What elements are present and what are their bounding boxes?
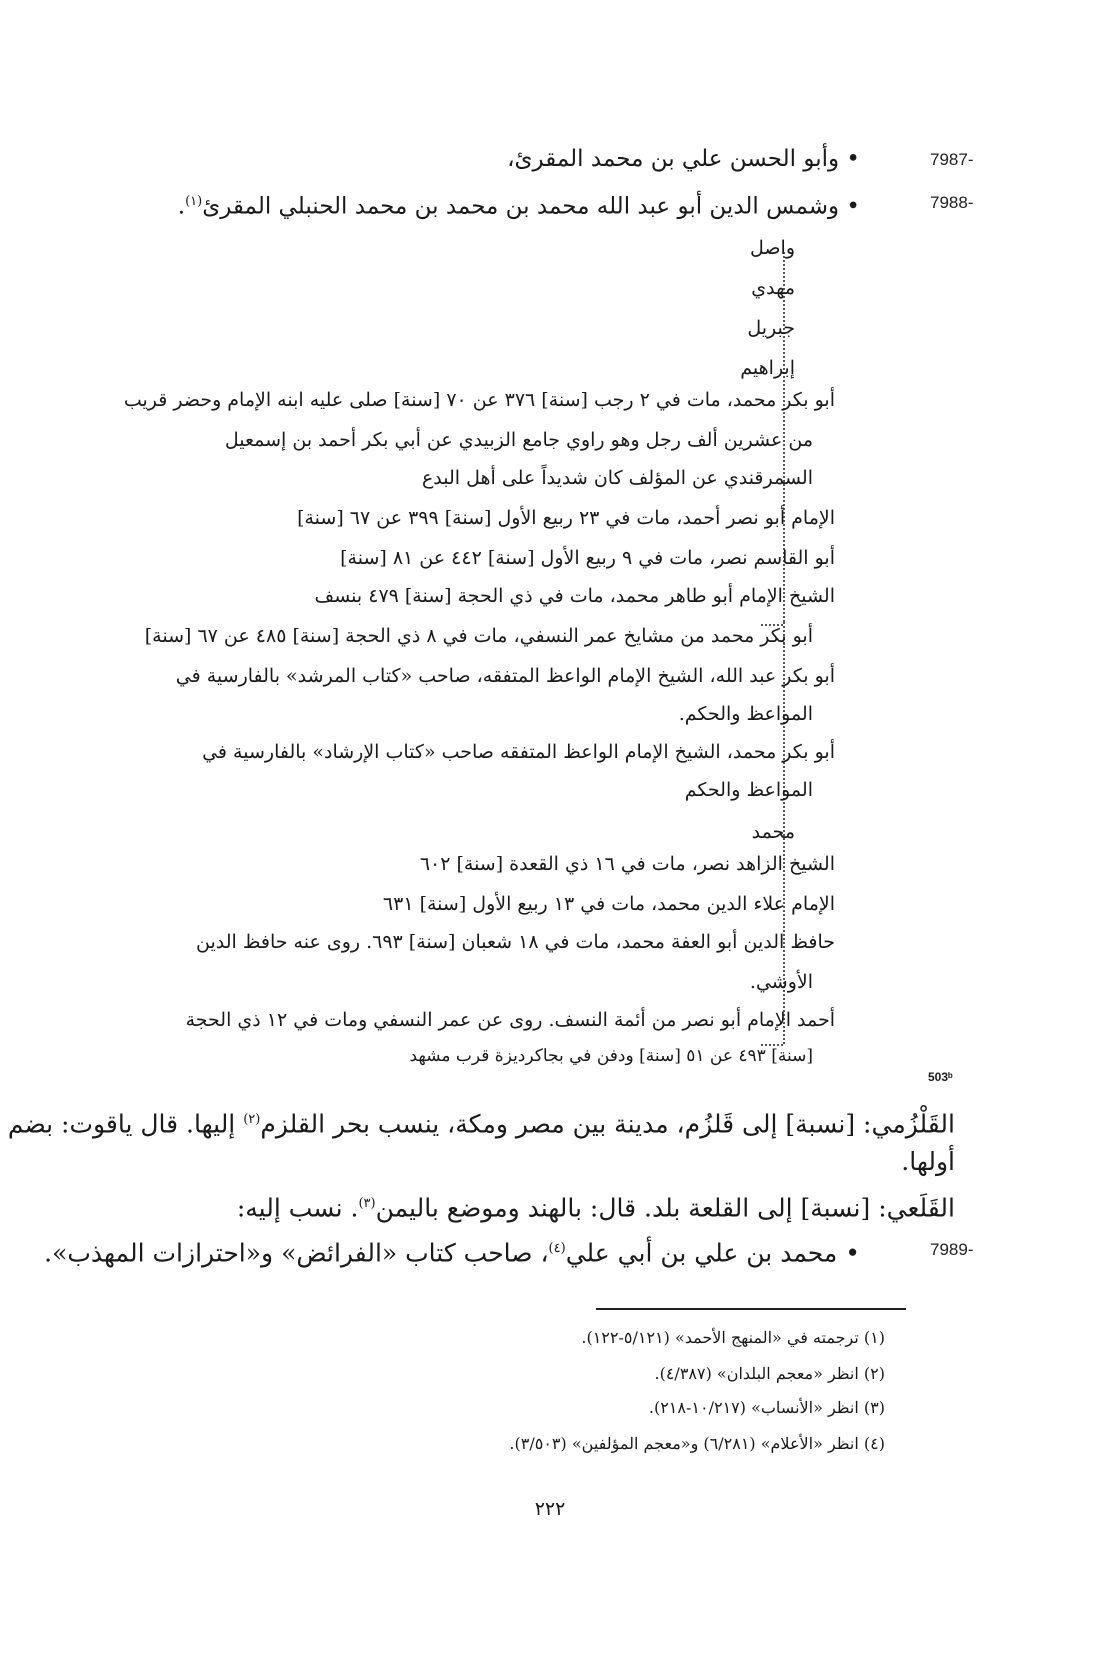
tree-node-continued: المواعظ والحكم.: [678, 703, 813, 725]
footnote: (١) ترجمته في «المنهج الأحمد» (٥/١٢١-١٢٢).: [581, 1328, 885, 1347]
entry-number: 7988-: [930, 193, 974, 212]
tree-node-continued: من عشرين ألف رجل وهو راوي جامع الزبيدي عن أبي بكر أحمد بن إسمعيل: [224, 429, 813, 451]
entry-text: • وشمس الدين أبو عبد الله محمد بن محمد بن محمد الحنبلي المقرئ$^{(١)}$.: [177, 193, 860, 220]
tree-node-continued: المواعظ والحكم: [684, 779, 813, 801]
tree-node-continued: السمرقندي عن المؤلف كان شديداً على أهل البدع: [421, 467, 813, 489]
paragraph: القَلَعي: [نسبة] إلى القلعة بلد. قال: بالهند وموضع باليمن$^{(٣)}$. نسب إليه:: [236, 1193, 955, 1223]
paragraph: القَلْزُمي: [نسبة] إلى قَلزُم، مدينة بين مصر ومكة، ينسب بحر القلزم$^{(٢)}$ إليها. قال ياقوت: بضم: [7, 1109, 955, 1139]
genealogy-tree: [95, 228, 835, 1118]
footnote-divider: [596, 1308, 906, 1310]
entry-number: 7989-: [930, 1240, 974, 1259]
tree-node: الإمام علاء الدين محمد، مات في ١٣ ربيع الأول [سنة] ٦٣١: [382, 893, 835, 915]
tree-node-continued: [سنة] ٤٩٣ عن ٥١ [سنة] ودفن في بجاكرديزة قرب مشهد: [409, 1046, 813, 1066]
entry-text: • وأبو الحسن علي بن محمد المقرئ،: [507, 146, 860, 172]
tree-node-continued: الأوشي.: [749, 971, 813, 993]
entry-text: • محمد بن علي بن أبي علي$^{(٤)}$، صاحب كتاب «الفرائض» و«احترازات المهذب».: [44, 1238, 860, 1268]
tree-node: جبريل: [747, 317, 795, 339]
tree-node: إبراهيم: [740, 357, 795, 379]
footnote: (٤) انظر «الأعلام» (٦/٢٨١) و«معجم المؤلفين» (٣/٥٠٣).: [509, 1434, 885, 1453]
tree-node: واصل: [750, 237, 795, 259]
footnote-ref: (٣): [358, 1196, 376, 1211]
footnote: (٢) انظر «معجم البلدان» (٤/٣٨٧).: [654, 1364, 885, 1383]
page-marker: 503ᵇ: [928, 1070, 953, 1084]
page-number: ٢٢٢: [534, 1498, 566, 1520]
tree-node: الشيخ الإمام أبو طاهر محمد، مات في ذي الحجة [سنة] ٤٧٩ بنسف: [314, 585, 835, 607]
paragraph: أولها.: [901, 1147, 955, 1176]
tree-node: الشيخ الزاهد نصر، مات في ١٦ ذي القعدة [سنة] ٦٠٢: [419, 853, 835, 875]
tree-node: أبو بكر محمد من مشايخ عمر النسفي، مات في ٨ ذي الحجة [سنة] ٤٨٥ عن ٦٧ [سنة]: [144, 625, 813, 647]
footnote-ref: (٤): [548, 1241, 566, 1256]
tree-node: الإمام أبو نصر أحمد، مات في ٢٣ ربيع الأول [سنة] ٣٩٩ عن ٦٧ [سنة]: [297, 507, 835, 529]
tree-node: أبو بكر محمد، مات في ٢ رجب [سنة] ٣٧٦ عن ٧٠ [سنة] صلى عليه ابنه الإمام وحضر قريب: [123, 389, 835, 411]
tree-node: حافظ الدين أبو العفة محمد، مات في ١٨ شعبان [سنة] ٦٩٣. روى عنه حافظ الدين: [196, 931, 835, 953]
tree-node: محمد: [751, 821, 795, 843]
footnote-ref: (١): [185, 194, 203, 209]
footnote-ref: (٢): [243, 1112, 261, 1127]
tree-node: أبو بكر عبد الله، الشيخ الإمام الواعظ المتفقه، صاحب «كتاب المرشد» بالفارسية في: [175, 665, 835, 687]
tree-node: أبو بكر محمد، الشيخ الإمام الواعظ المتفقه صاحب «كتاب الإرشاد» بالفارسية في: [202, 741, 835, 763]
entry-number: 7987-: [930, 150, 974, 169]
tree-node: أبو القاسم نصر، مات في ٩ ربيع الأول [سنة] ٤٤٢ عن ٨١ [سنة]: [340, 547, 835, 569]
tree-node: أحمد الإمام أبو نصر من أئمة النسف. روى عن عمر النسفي ومات في ١٢ ذي الحجة: [185, 1009, 835, 1031]
tree-node: مهدي: [751, 277, 795, 299]
footnote: (٣) انظر «الأنساب» (١٠/٢١٧-٢١٨).: [648, 1398, 885, 1417]
